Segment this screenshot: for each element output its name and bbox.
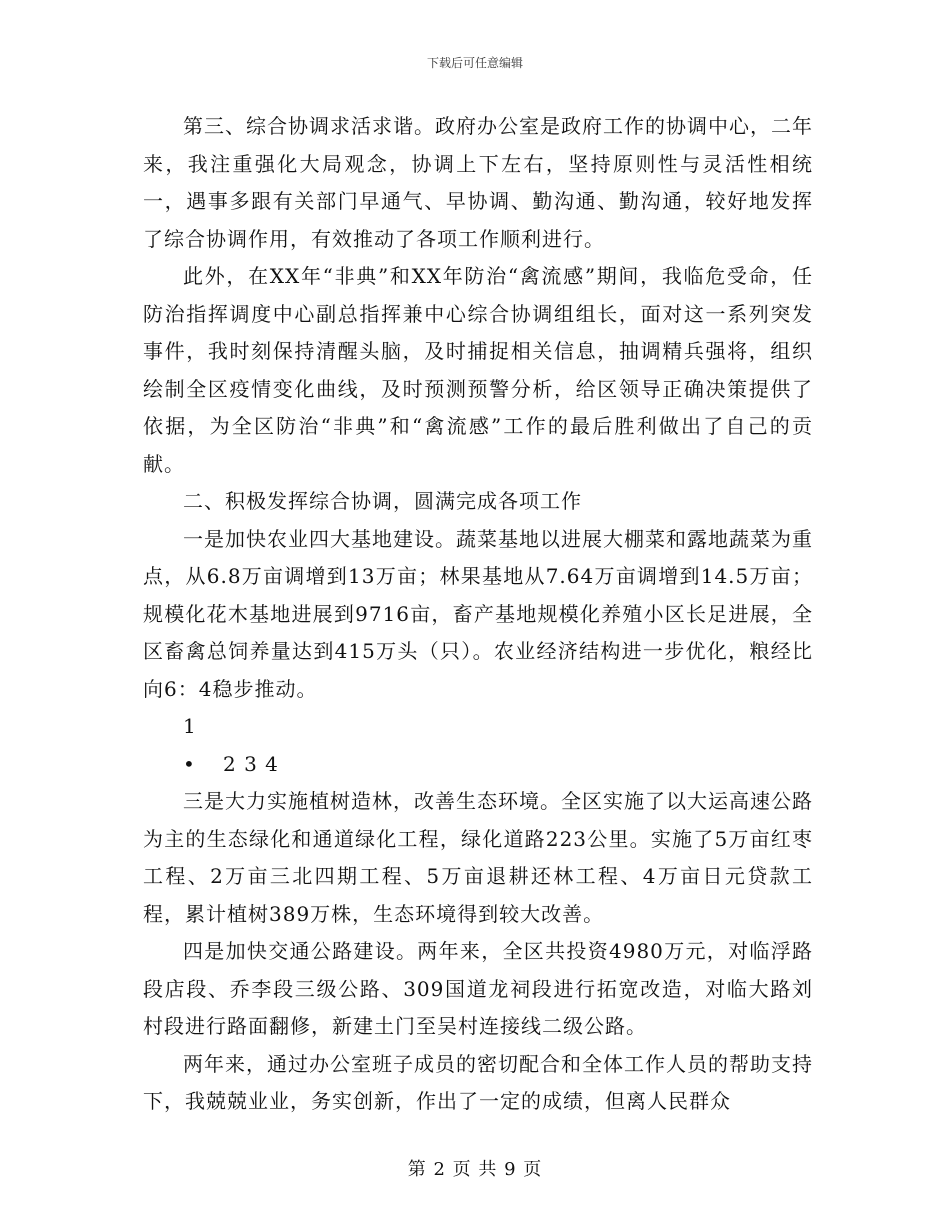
paragraph-epidemic: 此外，在XX年“非典”和XX年防治“禽流感”期间，我临危受命，任防治指挥调度中心副总指挥兼中心综合协调组组长，面对这一系列突发事件，我时刻保持清醒头脑，及时捕捉相关信息，抽调精兵强将，组织绘制全区疫情变化曲线，及时预测预警分析，给区领导正确决策提供了依据，为全区防治“非典”和“禽流感”工作的最后胜利做出了自己的贡献。 bbox=[143, 264, 813, 476]
bullet-text: 2 3 4 bbox=[223, 751, 279, 776]
paragraph-afforestation: 三是大力实施植树造林，改善生态环境。全区实施了以大运高速公路为主的生态绿化和通道绿化工程，绿化道路223公里。实施了5万亩红枣工程、2万亩三北四期工程、5万亩退耕还林工程、4万亩日元贷款工程，累计植树389万株，生态环境得到较大改善。 bbox=[143, 789, 813, 926]
bullet-list-item bbox=[143, 746, 813, 784]
paragraph-summary: 两年来，通过办公室班子成员的密切配合和全体工作人员的帮助支持下，我兢兢业业，务实创新，作出了一定的成绩，但离人民群众 bbox=[143, 1051, 813, 1113]
paragraph-coordination: 第三、综合协调求活求谐。政府办公室是政府工作的协调中心，二年来，我注重强化大局观念，协调上下左右，坚持原则性与灵活性相统一，遇事多跟有关部门早通气、早协调、勤沟通、勤沟通，较好地发挥了综合协调作用，有效推动了各项工作顺利进行。 bbox=[143, 114, 813, 251]
section-heading: 二、积极发挥综合协调，圆满完成各项工作 bbox=[183, 489, 582, 513]
paragraph-transport: 四是加快交通公路建设。两年来，全区共投资4980万元，对临浮路段店段、乔李段三级公路、309国道龙祠段进行拓宽改造，对临大路刘村段进行路面翻修，新建土门至吴村连接线二级公路。 bbox=[143, 939, 813, 1038]
list-number: 1 bbox=[183, 714, 197, 738]
page-header-note: 下载后可任意编辑 bbox=[426, 56, 523, 70]
paragraph-agriculture: 一是加快农业四大基地建设。蔬菜基地以进展大棚菜和露地蔬菜为重点，从6.8万亩调增到13万亩；林果基地从7.64万亩调增到14.5万亩；规模化花木基地进展到9716亩，畜产基地规模化养殖小区长足进展，全区畜禽总饲养量达到415万头（只）。农业经济结构进一步优化，粮经比向6：4稳步推动。 bbox=[143, 526, 813, 701]
page-number-footer: 第 2 页 共 9 页 bbox=[407, 1159, 543, 1180]
document-body bbox=[143, 108, 813, 1121]
bullet-icon: • bbox=[183, 751, 196, 776]
